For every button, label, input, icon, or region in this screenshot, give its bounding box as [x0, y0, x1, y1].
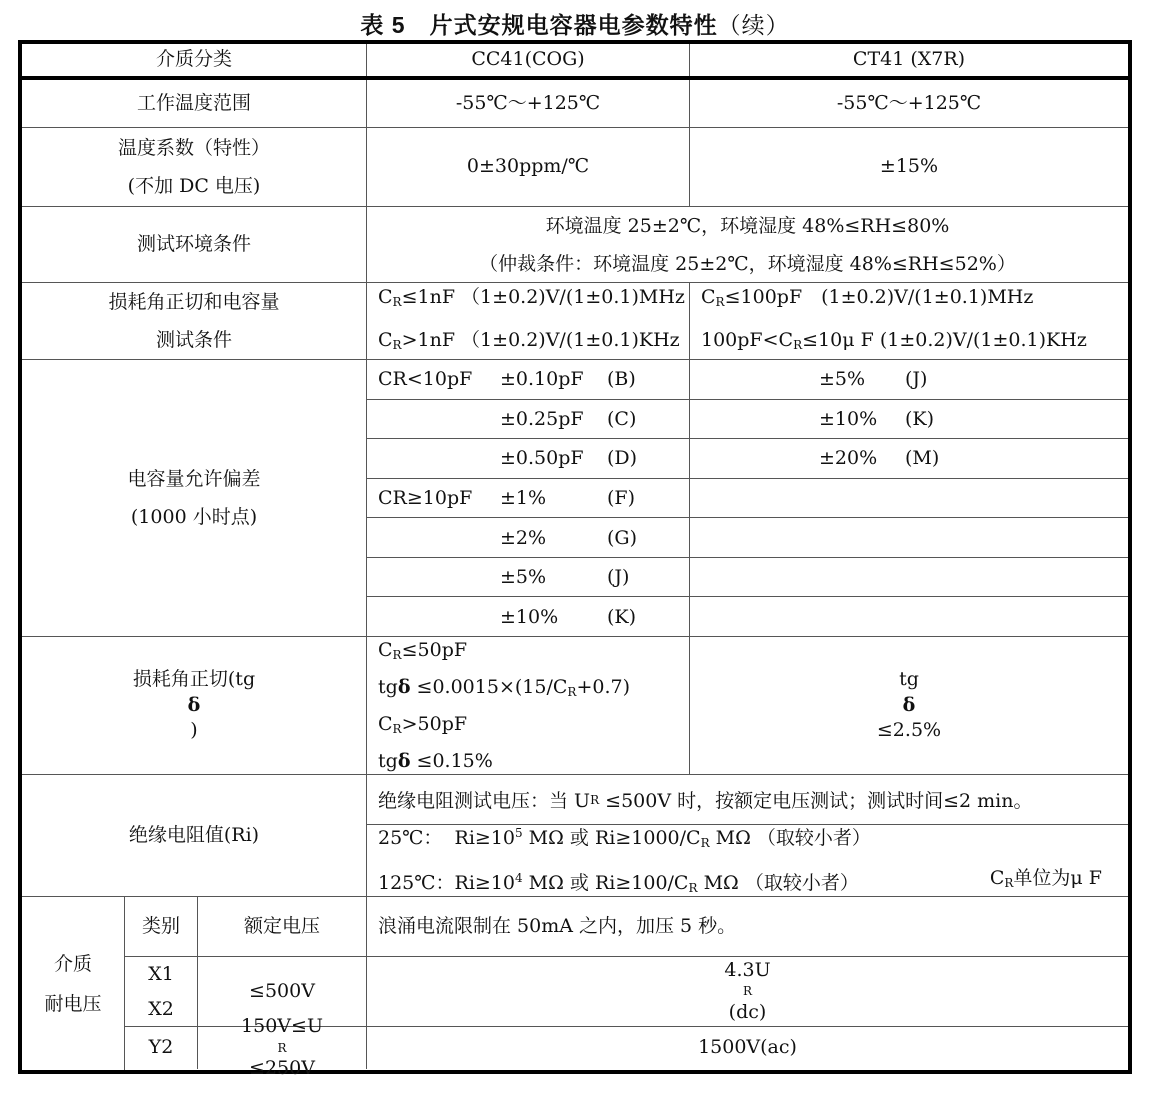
df-test-cc41-line2: CR>1nF （1±0.2)V/(1±0.1)KHz — [378, 329, 680, 352]
withstand-voltage-header: 额定电压 — [198, 897, 367, 956]
withstand-surge-note: 浪涌电流限制在 50mA 之内，加压 5 秒。 — [378, 914, 737, 937]
tolerance-code: (J) — [905, 368, 928, 391]
df-test-label-line2: 测试条件 — [155, 329, 232, 351]
tolerance-code: (J) — [607, 566, 630, 589]
tolerance-cc41-cell — [367, 439, 690, 478]
withstand-y-value: 1500V(ac) — [698, 1036, 797, 1059]
temp-coefficient-ct41: ±15% — [879, 155, 939, 178]
tolerance-cc41-cell — [367, 558, 690, 597]
tolerance-subrow — [367, 558, 1128, 598]
tolerance-label-line1: 电容量允许偏差 — [127, 468, 261, 490]
row-df-test-conditions — [22, 283, 1128, 360]
tolerance-value: ±0.25pF — [500, 407, 584, 430]
withstand-y-voltage: 150V≤U R ≤250V — [198, 1027, 367, 1069]
row-operating-temp — [22, 80, 1128, 128]
test-environment-value — [367, 207, 1128, 282]
tolerance-value: ±0.10pF — [500, 368, 584, 391]
tolerance-cc41-cell — [367, 400, 690, 439]
header-dielectric-class: 介质分类 — [22, 44, 367, 76]
table-title-suffix: （续） — [717, 13, 790, 39]
withstand-label-line1: 介质 — [53, 952, 92, 975]
tolerance-ct41-cell — [690, 597, 1128, 636]
operating-temp-ct41: -55℃～+125℃ — [836, 91, 982, 114]
tolerance-cc41-cell — [367, 597, 690, 636]
withstand-rows — [125, 897, 1128, 1080]
df-test-label-line1: 损耗角正切和电容量 — [108, 291, 280, 313]
tolerance-code: (K) — [607, 605, 637, 628]
tolerance-condition: CR≥10pF — [378, 487, 473, 510]
tg-delta-ct41: tg δ ≤2.5% — [876, 668, 942, 742]
tolerance-ct41-cell — [690, 400, 1128, 439]
insulation-test-voltage: 绝缘电阻测试电压：当 U R ≤500V 时，按额定电压测试；测试时间≤2 min。 — [367, 775, 1128, 825]
tolerance-subrows — [367, 360, 1128, 636]
insulation-limits — [367, 825, 1128, 896]
df-test-label — [22, 283, 367, 359]
header-cc41: CC41(COG) — [367, 44, 690, 76]
withstand-x-value: 4.3U R (dc) — [724, 958, 771, 1023]
operating-temp-label: 工作温度范围 — [22, 80, 367, 127]
tg-delta-cc41-line4: tgδ ≤0.15% — [378, 750, 493, 772]
tolerance-code: (B) — [607, 368, 636, 391]
tolerance-cc41-cell — [367, 479, 690, 518]
tolerance-ct41-cell — [690, 479, 1128, 518]
temp-coefficient-cc41: 0±30ppm/℃ — [367, 128, 690, 206]
insulation-unit-note: CR单位为μ F — [989, 866, 1102, 890]
tolerance-label — [22, 360, 367, 636]
df-test-cc41 — [367, 283, 690, 359]
header-ct41: CT41 (X7R) — [852, 48, 966, 71]
table-title-text: 表 5 片式安规电容器电参数特性 — [360, 12, 718, 38]
withstand-label — [22, 897, 125, 1070]
tolerance-cc41-cell — [367, 360, 690, 399]
tolerance-subrow — [367, 360, 1128, 400]
tolerance-value: ±2% — [500, 526, 547, 549]
test-environment-line2: （仲裁条件：环境温度 25±2℃，环境湿度 48%≤RH≤52%） — [479, 252, 1016, 275]
tolerance-ct41-cell — [690, 439, 1128, 478]
row-capacitance-tolerance — [22, 360, 1128, 637]
tolerance-code: (F) — [607, 487, 636, 510]
withstand-y-row — [125, 1015, 1128, 1080]
tolerance-ct41-cell — [690, 518, 1128, 557]
test-environment-line1: 环境温度 25±2℃，环境湿度 48%≤RH≤80% — [545, 214, 950, 237]
operating-temp-cc41: -55℃～+125℃ — [367, 80, 690, 127]
tolerance-code: (G) — [607, 526, 638, 549]
row-dielectric-withstand — [22, 897, 1128, 1080]
tolerance-value: ±5% — [819, 368, 866, 391]
tg-delta-cc41-line1: CR≤50pF — [378, 639, 468, 662]
tolerance-value: ±20% — [819, 447, 878, 470]
row-tg-delta — [22, 637, 1128, 775]
tolerance-value: ±10% — [500, 605, 559, 628]
row-temp-coefficient — [22, 128, 1128, 207]
tolerance-subrow — [367, 597, 1128, 636]
temp-coefficient-label-line1: 温度系数（特性） — [117, 137, 270, 159]
tolerance-code: (M) — [905, 447, 940, 470]
tolerance-ct41-cell — [690, 360, 1128, 399]
tolerance-cc41-cell — [367, 518, 690, 557]
tolerance-code: (D) — [607, 447, 638, 470]
tolerance-label-line2: (1000 小时点) — [130, 506, 258, 528]
insulation-25c: 25℃： $Ri\ge 10^5$ MΩ 或 Ri≥1000/CR MΩ （取较小者） — [378, 825, 871, 850]
withstand-y-type: Y2 — [125, 1027, 198, 1069]
withstand-type-header: 类别 — [125, 897, 198, 956]
df-test-cc41-line1: CR≤1nF （1±0.2)V/(1±0.1)MHz — [378, 286, 685, 309]
tolerance-code: (C) — [607, 407, 637, 430]
withstand-x2: X2 — [148, 997, 174, 1020]
tolerance-value: ±5% — [500, 566, 547, 589]
temp-coefficient-label — [22, 128, 367, 206]
withstand-x1: X1 — [148, 962, 174, 985]
parameter-table — [18, 40, 1132, 1080]
insulation-125c: 125℃：$Ri\ge 10^4$ MΩ 或 Ri≥100/CR MΩ （取较小者） — [378, 870, 859, 895]
tg-delta-cc41 — [367, 637, 690, 774]
row-test-environment — [22, 207, 1128, 283]
insulation-values — [367, 775, 1128, 896]
tolerance-subrow — [367, 518, 1128, 558]
withstand-x-types — [125, 957, 198, 1026]
insulation-label: 绝缘电阻值(Ri) — [22, 775, 367, 896]
test-environment-label: 测试环境条件 — [22, 207, 367, 282]
tolerance-subrow — [367, 479, 1128, 519]
tg-delta-cc41-line3: CR>50pF — [378, 713, 468, 736]
tolerance-condition: CR<10pF — [378, 368, 473, 391]
withstand-label-line2: 耐电压 — [44, 992, 102, 1015]
tolerance-code: (K) — [905, 407, 935, 430]
tolerance-value: ±1% — [500, 487, 547, 510]
tolerance-subrow — [367, 439, 1128, 479]
table-title — [0, 0, 1150, 40]
withstand-header-row — [125, 897, 1128, 957]
df-test-ct41-line2: 100pF<CR≤10μ F (1±0.2)V/(1±0.1)KHz — [701, 329, 1087, 352]
df-test-ct41-line1: CR≤100pF (1±0.2)V/(1±0.1)MHz — [701, 286, 1034, 309]
tolerance-ct41-cell — [690, 558, 1128, 597]
withstand-x-voltage: ≤500V — [198, 957, 367, 1026]
row-insulation-resistance — [22, 775, 1128, 897]
temp-coefficient-label-line2: (不加 DC 电压) — [127, 175, 261, 197]
tg-delta-label: 损耗角正切(tg δ ) — [22, 637, 367, 774]
df-test-ct41 — [690, 283, 1128, 359]
header-row — [22, 44, 1128, 80]
tg-delta-cc41-line2: tgδ ≤0.0015×(15/CR+0.7) — [378, 676, 630, 699]
tolerance-subrow — [367, 400, 1128, 440]
tolerance-value: ±10% — [819, 407, 878, 430]
tolerance-value: ±0.50pF — [500, 447, 584, 470]
